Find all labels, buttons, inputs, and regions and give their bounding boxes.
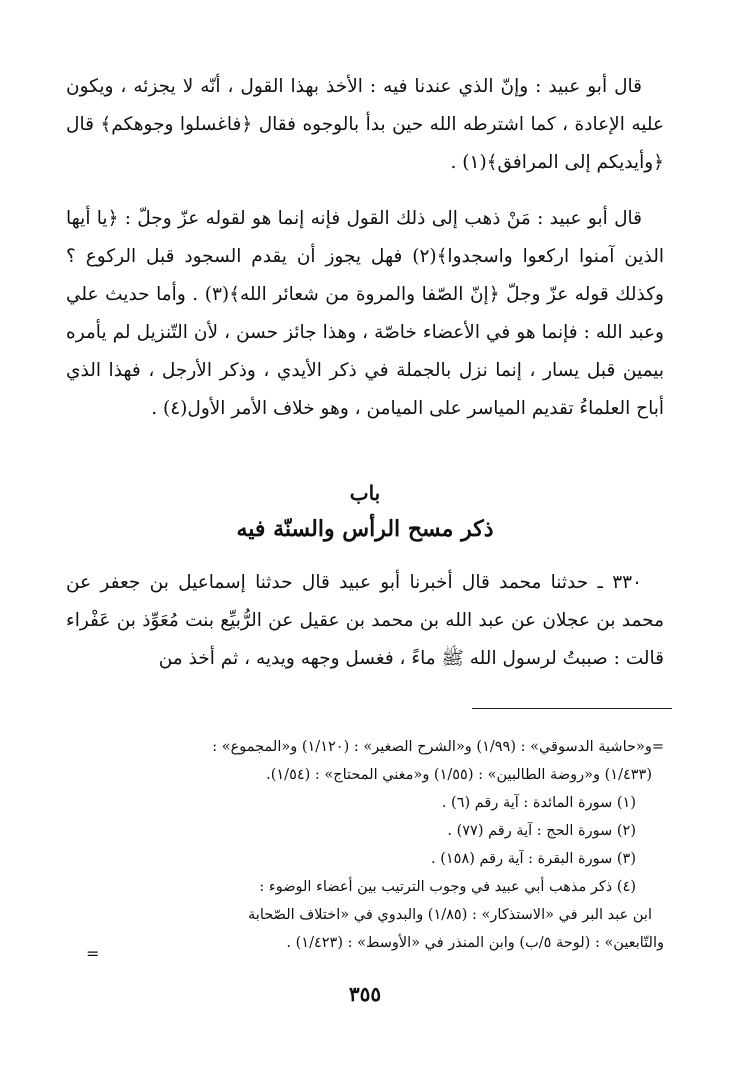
paragraph-2: قال أبو عبيد : مَنْ ذهب إلى ذلك القول فإنه إنما هو لقوله عزّ وجلّ : ﴿يا أيها الذين آمنوا اركعوا واسجدوا﴾(٢) فهل يجوز أن يقدم السجود قبل الركوع ؟ وكذلك قوله عزّ وجلّ ﴿إنّ الصّفا والمروة من شعائر الله﴾(٣) . وأما حديث علي وعبد الله : فإنما هو في الأعضاء خاصّة ، وهذا جائز حسن ، لأن التّنزيل لم يأمره بيمين قبل يسار ، إنما نزل بالجملة في ذكر الأيدي ، وذكر الأرجل ، فهذا الذي أباح العلماءُ تقديم المياسر على الميامن ، وهو خلاف الأمر الأول(٤) . — [66, 208, 664, 419]
footnote-continuation-line: (١/٤٣٣) و«روضة الطالبين» : (١/٥٥) و«مغني المحتاج» : (١/٥٤). — [266, 767, 652, 783]
footnote-1: (١) سورة المائدة : آية رقم (٦) . — [441, 795, 636, 811]
footnote-4-continuation: والتّابعين» : (لوحة ٥/ب) وابن المنذر في «الأوسط» : (١/٤٢٣) . — [286, 935, 664, 951]
footnote-3: (٣) سورة البقرة : آية رقم (١٥٨) . — [430, 851, 636, 867]
footnote-2: (٢) سورة الحج : آية رقم (٧٧) . — [447, 823, 636, 839]
footnote-4: (٤) ذكر مذهب أبي عبيد في وجوب الترتيب بين أعضاء الوضوء : — [259, 879, 636, 895]
section-bab-heading: باب — [349, 481, 381, 505]
footnote-divider — [472, 708, 672, 709]
footnote-4-continuation: ابن عبد البر في «الاستذكار» : (١/٨٥) والبدوي في «اختلاف الصّحابة — [248, 907, 652, 923]
paragraph-1: قال أبو عبيد : وإنّ الذي عندنا فيه : الأخذ بهذا القول ، أنّه لا يجزئه ، ويكون عليه الإعادة ، كما اشترطه الله حين بدأ بالوجوه فقال ﴿فاغسلوا وجوهكم﴾ قال ﴿وأيديكم إلى المرافق﴾(١) . — [66, 76, 664, 173]
page-number: ٣٥٥ — [348, 982, 382, 1006]
hadith-paragraph: ٣٣٠ ـ حدثنا محمد قال أخبرنا أبو عبيد قال حدثنا إسماعيل بن جعفر عن محمد بن عجلان عن عبد الله بن محمد بن عقيل عن الرُّبيِّع بنت مُعَوِّذ بن عَفْراء قالت : صببتُ لرسول الله ﷺ ماءً ، فغسل وجهه ويديه ، ثم أخذ من — [66, 572, 664, 669]
footnote-continuation-line: =و«حاشية الدسوقي» : (١/٩٩) و«الشرح الصغير» : (١/١٢٠) و«المجموع» : — [212, 739, 664, 755]
continues-mark: = — [86, 944, 100, 963]
section-title: ذكر مسح الرأس والسنّة فيه — [236, 516, 494, 542]
footnotes-block — [66, 733, 664, 957]
